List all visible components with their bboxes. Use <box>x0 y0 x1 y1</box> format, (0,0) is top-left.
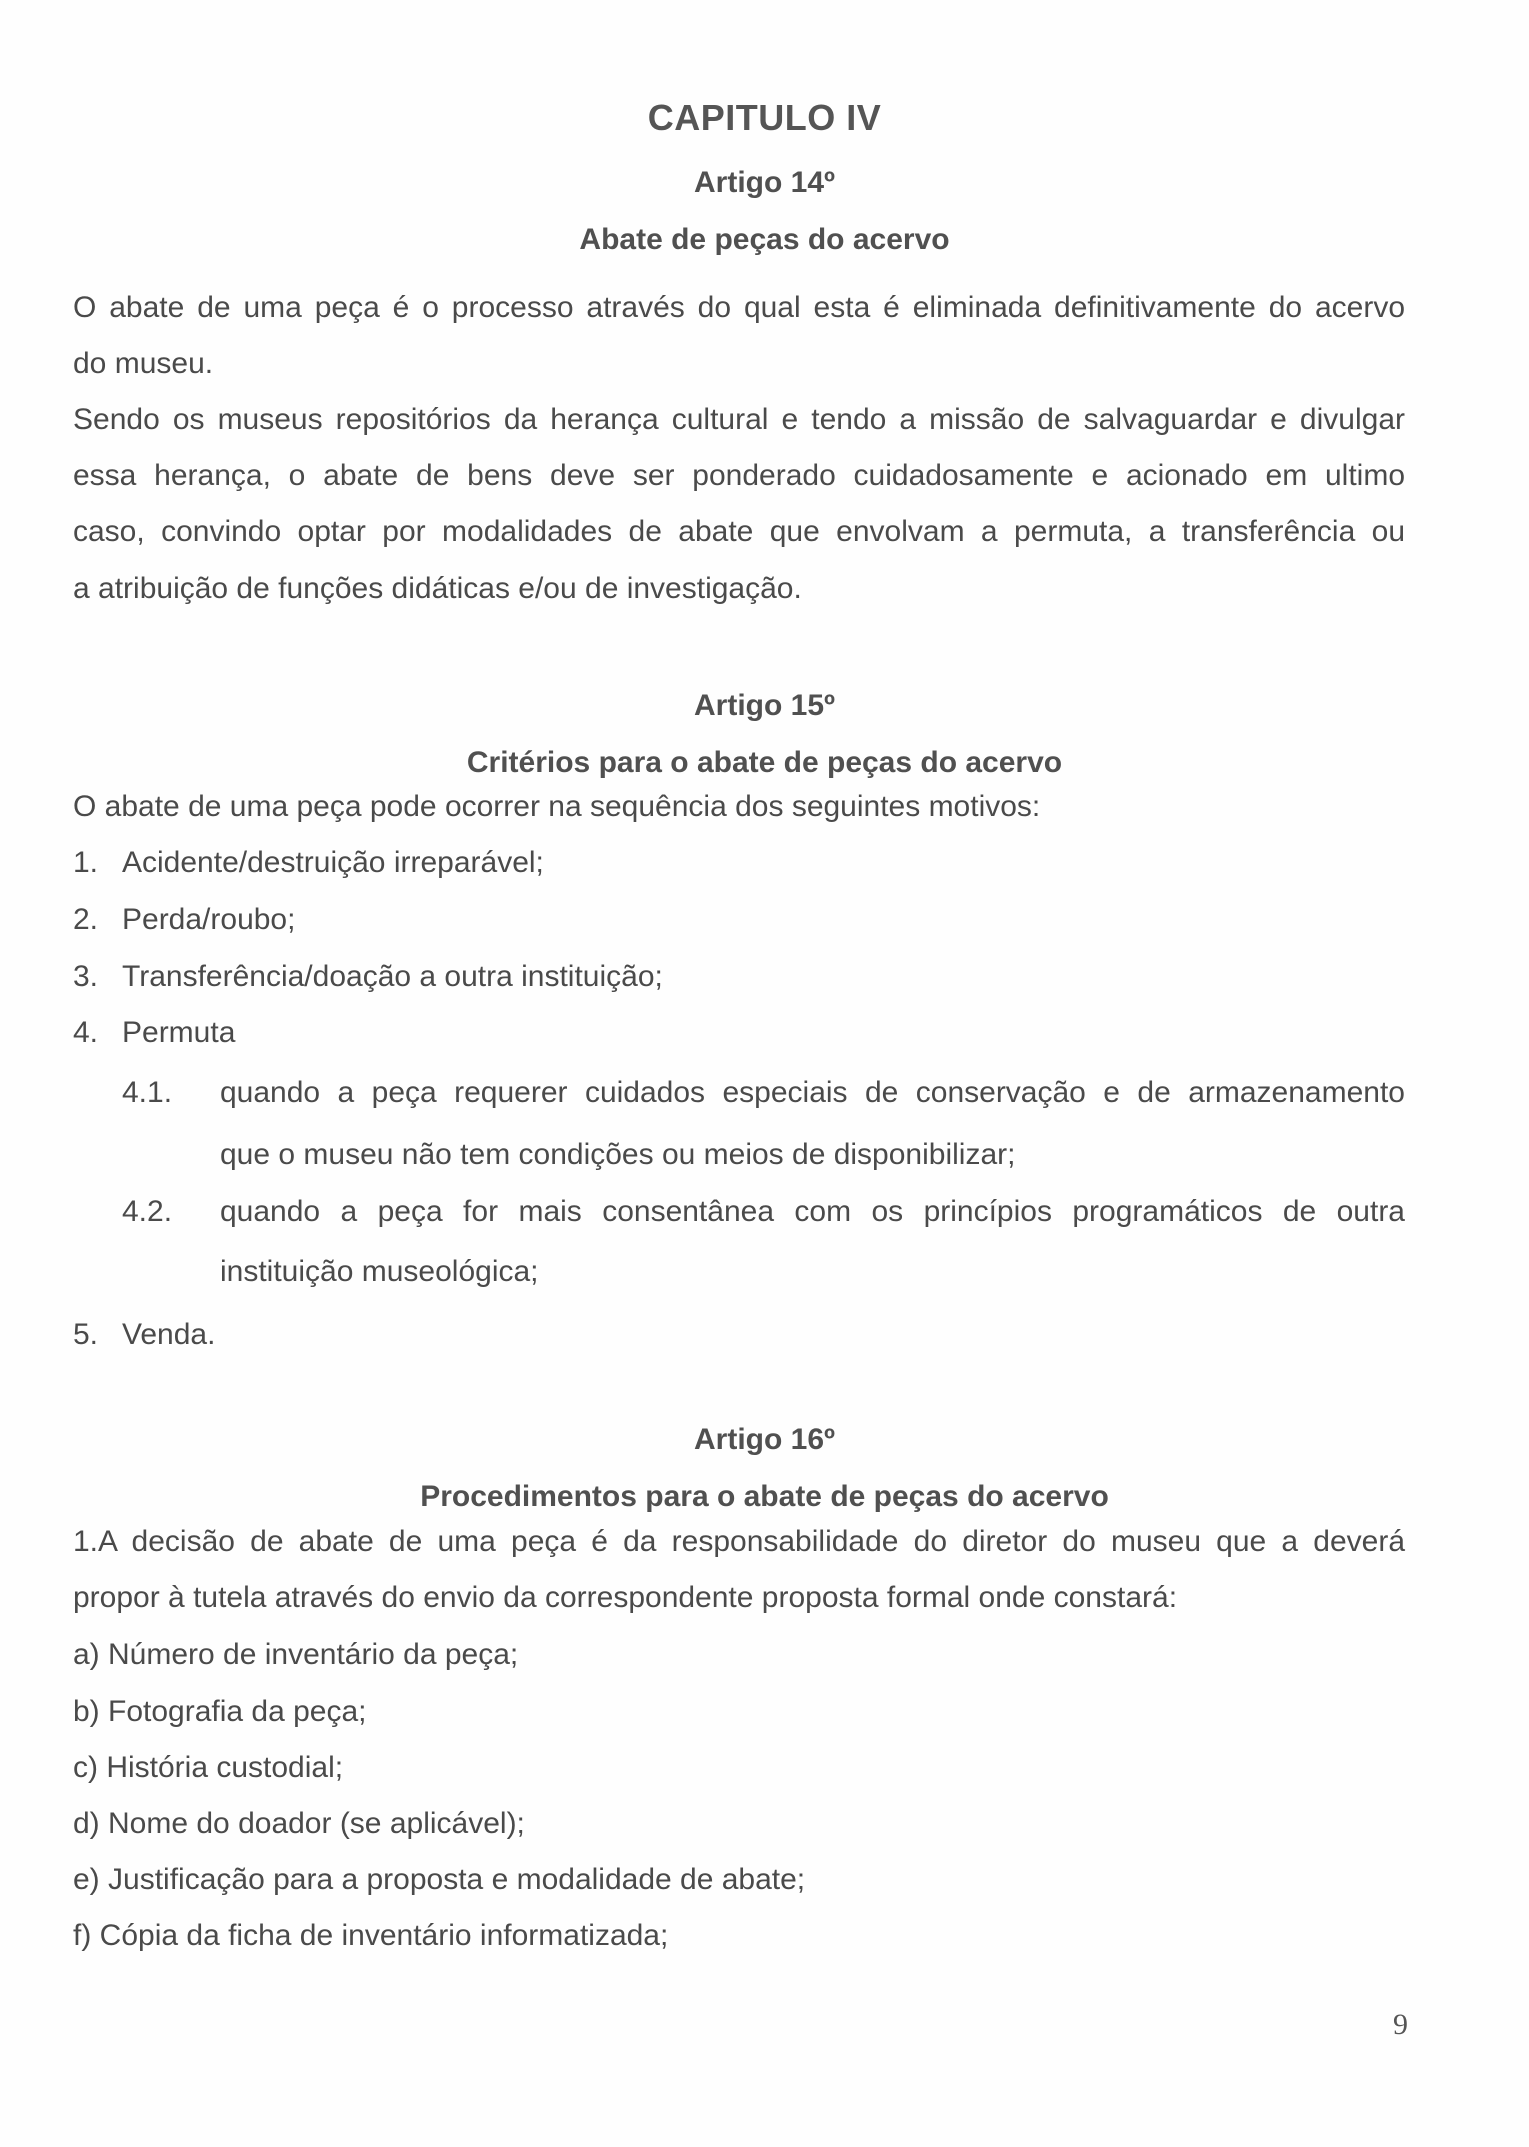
list-text: Venda. <box>122 1318 216 1351</box>
list-marker: 2. <box>73 903 99 936</box>
article-14-paragraph-line: do museu. <box>73 347 214 380</box>
article-16-title: Procedimentos para o abate de peças do acervo <box>420 1480 1109 1513</box>
sub-list-text: instituição museológica; <box>220 1255 539 1288</box>
article-15-intro: O abate de uma peça pode ocorrer na sequência dos seguintes motivos: <box>73 790 1041 823</box>
sub-list-text: que o museu não tem condições ou meios de disponibilizar; <box>220 1138 1016 1171</box>
article-16-number: Artigo 16º <box>694 1423 835 1456</box>
sub-list-text: quando a peça for mais consentânea com os princípios programáticos de outra <box>220 1195 1405 1228</box>
list-text: Permuta <box>122 1016 236 1049</box>
sub-list-marker: 4.2. <box>122 1195 173 1228</box>
article-14-title: Abate de peças do acervo <box>579 223 950 256</box>
article-16-paragraph-line: propor à tutela através do envio da correspondente proposta formal onde constará: <box>73 1581 1178 1614</box>
list-item: f) Cópia da ficha de inventário informatizada; <box>73 1919 669 1952</box>
list-item: a) Número de inventário da peça; <box>73 1638 519 1671</box>
article-14-paragraph-line: caso, convindo optar por modalidades de abate que envolvam a permuta, a transferência ou <box>73 515 1405 548</box>
list-marker: 1. <box>73 846 99 879</box>
list-marker: 4. <box>73 1016 99 1049</box>
article-16-paragraph-line: 1.A decisão de abate de uma peça é da responsabilidade do diretor do museu que a deverá <box>73 1525 1405 1558</box>
chapter-heading: CAPITULO IV <box>647 97 882 138</box>
article-14-paragraph-line: O abate de uma peça é o processo através do qual esta é eliminada definitivamente do acervo <box>73 291 1405 324</box>
article-15-number: Artigo 15º <box>694 689 835 722</box>
article-14-number: Artigo 14º <box>694 166 835 199</box>
sub-list-marker: 4.1. <box>122 1076 173 1109</box>
list-text: Transferência/doação a outra instituição; <box>122 960 663 993</box>
list-text: Perda/roubo; <box>122 903 296 936</box>
article-14-paragraph-line: a atribuição de funções didáticas e/ou de investigação. <box>73 572 802 605</box>
article-14-paragraph-line: essa herança, o abate de bens deve ser ponderado cuidadosamente e acionado em ultimo <box>73 459 1405 492</box>
list-item: c) História custodial; <box>73 1751 344 1784</box>
list-marker: 5. <box>73 1318 99 1351</box>
list-item: e) Justificação para a proposta e modalidade de abate; <box>73 1863 806 1896</box>
article-14-paragraph-line: Sendo os museus repositórios da herança cultural e tendo a missão de salvaguardar e divulgar <box>73 403 1405 436</box>
page-number: 9 <box>1393 2008 1408 2041</box>
article-15-title: Critérios para o abate de peças do acervo <box>466 746 1063 779</box>
list-item: d) Nome do doador (se aplicável); <box>73 1807 525 1840</box>
list-marker: 3. <box>73 960 99 993</box>
list-text: Acidente/destruição irreparável; <box>122 846 544 879</box>
list-item: b) Fotografia da peça; <box>73 1695 367 1728</box>
sub-list-text: quando a peça requerer cuidados especiais de conservação e de armazenamento <box>220 1076 1405 1109</box>
